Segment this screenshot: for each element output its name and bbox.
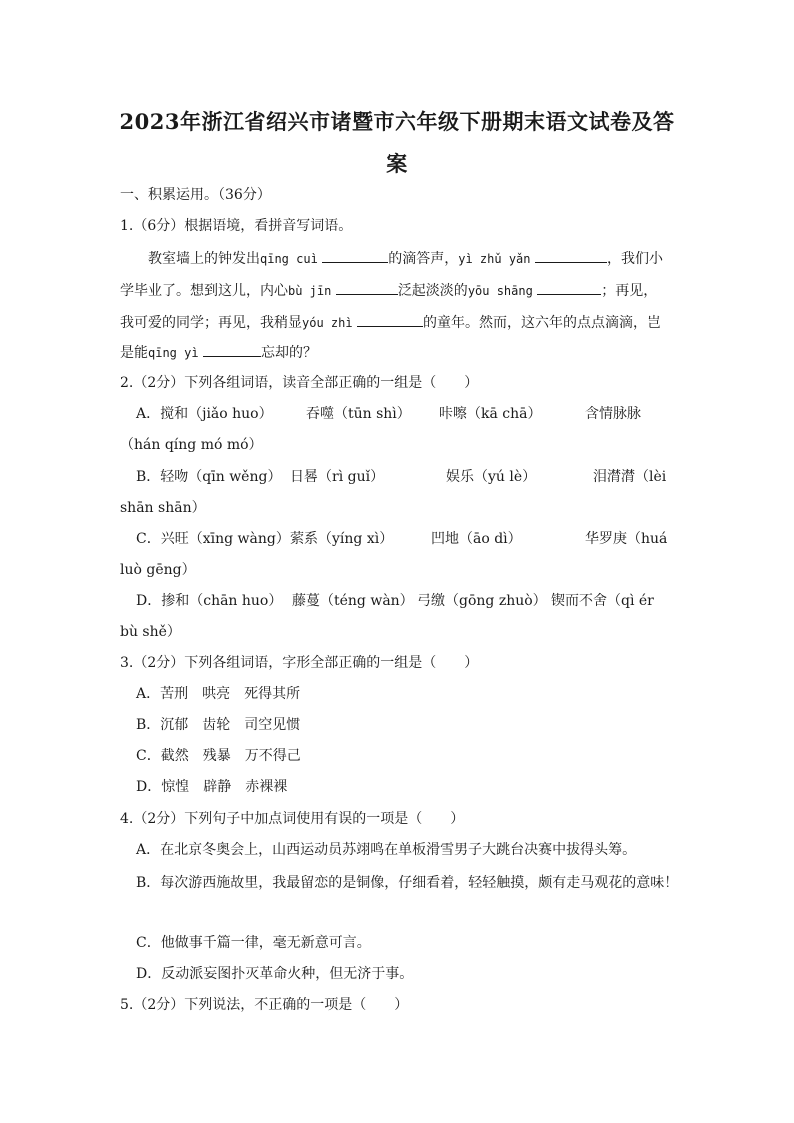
q1-text: 教室墙上的钟发出 xyxy=(148,251,260,267)
q1-text: ，我们小 xyxy=(606,251,663,267)
q5-stem: 5.（2分）下列说法，不正确的一项是（ ） xyxy=(120,997,409,1013)
q2-option-b-4: 泪潸潸（lèi xyxy=(593,469,667,485)
q1-text: 的滴答声， xyxy=(388,251,459,267)
q4-option-a[interactable]: A．在北京冬奥会上，山西运动员苏翊鸣在单板滑雪男子大跳台决赛中拔得头筹。 xyxy=(136,842,637,858)
q1-text: ；再见， xyxy=(601,283,658,299)
q2-option-d-3: 弓缴（gōng zhuò） xyxy=(417,593,547,609)
q1-text: 学毕业了。想到这儿，内心 xyxy=(120,283,288,299)
q2-option-a-1[interactable]: A．搅和（jiǎo huo） xyxy=(136,406,273,422)
answer-blank[interactable] xyxy=(357,312,423,327)
q1-text: 是能 xyxy=(120,345,148,361)
q2-option-c-cont: luò gēng） xyxy=(120,562,196,578)
q4-option-c[interactable]: C．他做事千篇一律，毫无新意可言。 xyxy=(136,935,371,951)
q3-option-c[interactable]: C．截然 残暴 万不得己 xyxy=(136,748,301,764)
pinyin: qīng yì xyxy=(148,346,199,360)
q2-stem: 2.（2分）下列各组词语，读音全部正确的一组是（ ） xyxy=(120,375,479,391)
section-heading: 一、积累运用。（36分） xyxy=(120,187,271,203)
pinyin: bù jīn xyxy=(288,284,332,298)
pinyin: qīng cuì xyxy=(260,252,318,266)
q2-option-b-2: 日晷（rì guǐ） xyxy=(290,469,385,485)
answer-blank[interactable] xyxy=(203,342,261,357)
pinyin: yóu zhì xyxy=(302,316,353,330)
answer-blank[interactable] xyxy=(537,280,601,295)
answer-blank[interactable] xyxy=(535,248,607,263)
pinyin: yōu shāng xyxy=(467,284,533,298)
exam-title-line1: 2023年浙江省绍兴市诸暨市六年级下册期末语文试卷及答 xyxy=(119,109,675,134)
q2-option-a-4: 含情脉脉 xyxy=(585,406,641,422)
q2-option-a-2: 吞噬（tūn shì） xyxy=(306,406,411,422)
q1-line2 xyxy=(120,280,657,301)
q1-stem: 1.（6分）根据语境，看拼音写词语。 xyxy=(120,218,353,234)
q4-option-b[interactable]: B．每次游西施故里，我最留恋的是铜像，仔细看着，轻轻触摸，颇有走马观花的意味！ xyxy=(136,875,679,891)
q3-stem: 3.（2分）下列各组词语，字形全部正确的一组是（ ） xyxy=(120,655,479,671)
q2-option-b-cont: shān shān） xyxy=(120,500,206,516)
exam-title-line2: 案 xyxy=(386,151,408,176)
q2-option-a-3: 咔嚓（kā chā） xyxy=(439,406,542,422)
q2-option-c-2: 萦系（yíng xì） xyxy=(290,531,394,547)
q1-line3 xyxy=(120,312,661,333)
q2-option-b-3: 娱乐（yú lè） xyxy=(446,469,537,485)
q1-line4 xyxy=(120,342,317,363)
q1-line1 xyxy=(148,248,663,269)
q2-option-a-cont: （hán qíng mó mó） xyxy=(120,437,263,453)
q2-option-d-1[interactable]: D．掺和（chān huo） xyxy=(136,593,283,609)
answer-blank[interactable] xyxy=(322,248,388,263)
q1-text: 的童年。然而，这六年的点点滴滴，岂 xyxy=(423,315,662,331)
q2-option-d-4: 锲而不舍（qì ér xyxy=(551,593,654,609)
answer-blank[interactable] xyxy=(336,280,398,295)
q1-text: 忘却的？ xyxy=(261,345,318,361)
q3-option-b[interactable]: B．沉郁 齿轮 司空见惯 xyxy=(136,717,301,733)
q2-option-d-2: 藤蔓（téng wàn） xyxy=(292,593,414,609)
q2-option-c-3: 凹地（āo dì） xyxy=(431,531,522,547)
q1-text: 泛起淡淡的 xyxy=(397,283,468,299)
q3-option-d[interactable]: D．惊惶 辟静 赤裸裸 xyxy=(136,779,288,795)
q2-option-d-cont: bù shě） xyxy=(120,624,181,640)
q2-option-b-1[interactable]: B．轻吻（qīn wěng） xyxy=(136,469,282,485)
q2-option-c-4: 华罗庚（huá xyxy=(585,531,668,547)
pinyin: yì zhǔ yǎn xyxy=(458,252,531,266)
q4-option-d[interactable]: D．反动派妄图扑灭革命火种，但无济于事。 xyxy=(136,966,414,982)
q4-stem: 4.（2分）下列句子中加点词使用有误的一项是（ ） xyxy=(120,811,465,827)
q1-text: 我可爱的同学；再见，我稍显 xyxy=(120,315,302,331)
q3-option-a[interactable]: A．苦刑 哄亮 死得其所 xyxy=(136,686,301,702)
q2-option-c-1[interactable]: C．兴旺（xīng wàng） xyxy=(136,531,290,547)
